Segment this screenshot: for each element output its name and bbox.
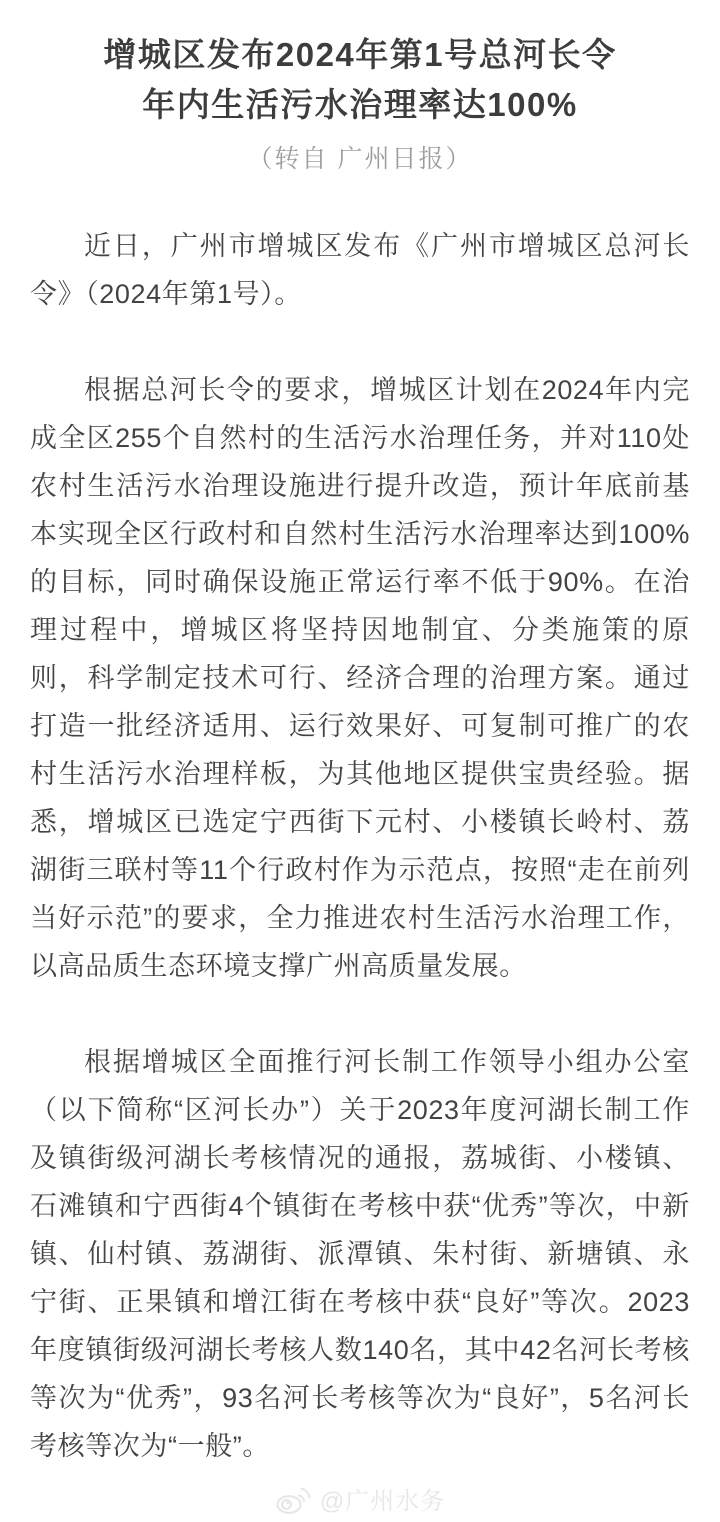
article-title-line-1: 增城区发布2024年第1号总河长令 bbox=[103, 36, 617, 73]
article-paragraph: 近日，广州市增城区发布《广州市增城区总河长令》（2024年第1号）。 bbox=[30, 231, 690, 309]
weibo-icon bbox=[275, 1483, 313, 1515]
article-title-line-2: 年内生活污水治理率达100% bbox=[142, 86, 578, 123]
article-paragraph: 根据增城区全面推行河长制工作领导小组办公室（以下简称“区河长办”）关于2023年度河湖长制工作及镇街级河湖长考核情况的通报，荔城街、小楼镇、石滩镇和宁西街4个镇街在考核中获“优秀”等次，中新镇、仙村镇、荔湖街、派潭镇、朱村街、新塘镇、永宁街、正果镇和增江街在考核中获“良好”等次。2023年度镇街级河湖长考核人数140名，其中42名河长考核等次为“优秀”，93名河长考核等次为“良好”，5名河长考核等次为“一般”。 bbox=[30, 1047, 690, 1461]
article-body bbox=[0, 222, 720, 1470]
article-header bbox=[0, 0, 720, 176]
article-paragraph: 根据总河长令的要求，增城区计划在2024年内完成全区255个自然村的生活污水治理任务，并对110处农村生活污水治理设施进行提升改造，预计年底前基本实现全区行政村和自然村生活污水治理率达到100%的目标，同时确保设施正常运行率不低于90%。在治理过程中，增城区将坚持因地制宜、分类施策的原则，科学制定技术可行、经济合理的治理方案。通过打造一批经济适用、运行效果好、可复制可推广的农村生活污水治理样板，为其他地区提供宝贵经验。据悉，增城区已选定宁西街下元村、小楼镇长岭村、荔湖街三联村等11个行政村作为示范点，按照“走在前列当好示范”的要求，全力推进农村生活污水治理工作，以高品质生态环境支撑广州高质量发展。 bbox=[30, 375, 690, 981]
watermark-account-name: @广州水务 bbox=[319, 1488, 446, 1515]
weibo-watermark bbox=[0, 1481, 720, 1516]
article-source-attribution: （转自 广州日报） bbox=[247, 145, 473, 173]
